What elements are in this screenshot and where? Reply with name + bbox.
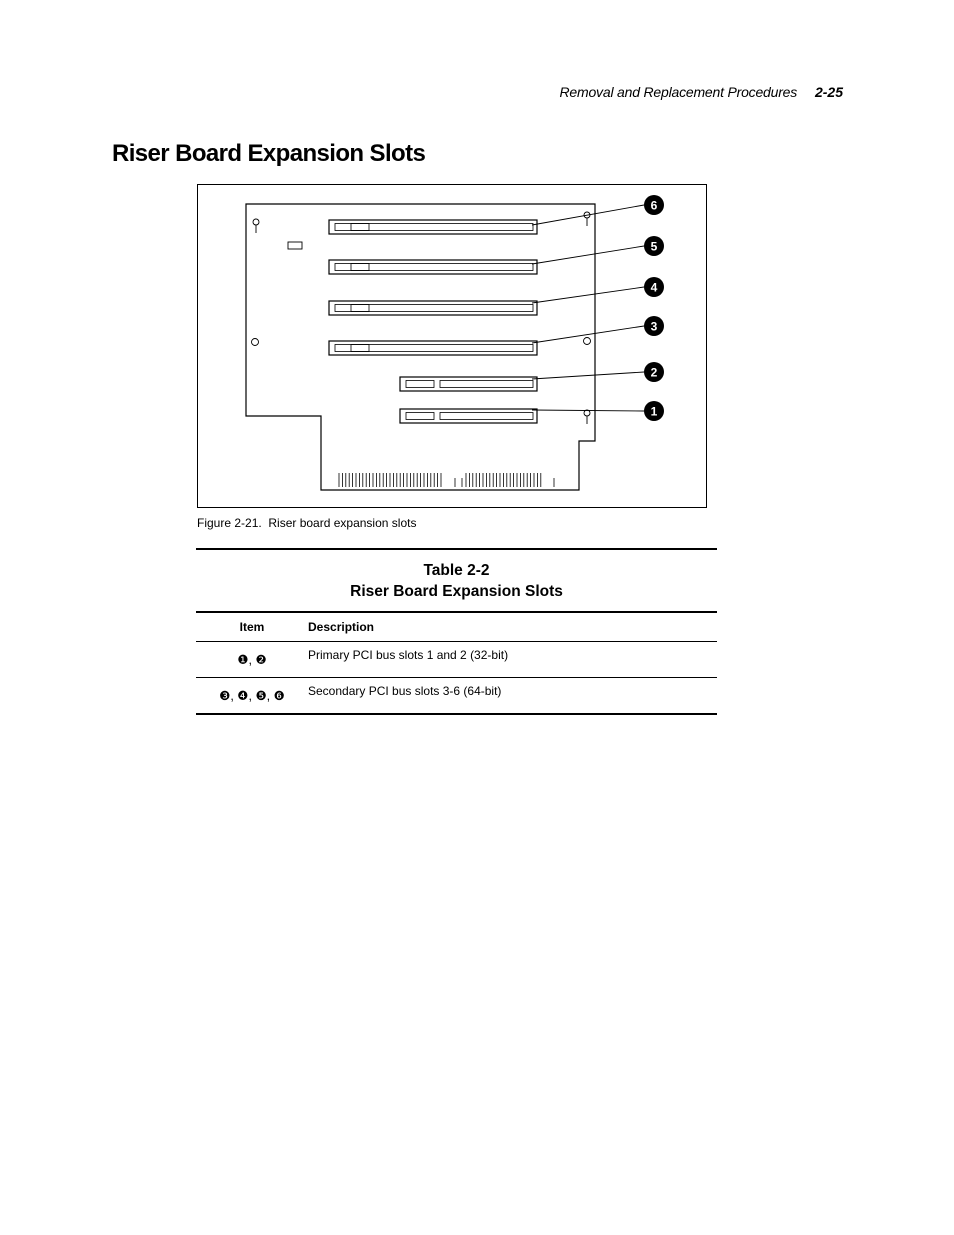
callout-5 [644, 236, 664, 256]
callout-6-label: 6 [650, 198, 658, 213]
callout-4-label: 4 [650, 280, 658, 295]
callout-5-label: 5 [650, 239, 658, 254]
item-callouts: ❸, ❹, ❺, ❻ [196, 678, 308, 715]
callout-1 [644, 401, 664, 421]
callout-1-label: 1 [650, 404, 658, 419]
table-row [196, 678, 717, 715]
figure-caption: Figure 2-21. Riser board expansion slots [197, 516, 417, 530]
column-header-description: Description [308, 613, 717, 642]
table-header-row [196, 613, 717, 642]
riser-board-outline [246, 204, 595, 490]
callout-3 [644, 316, 664, 336]
table-number: Table 2-2 [423, 562, 490, 579]
column-header-item: Item [196, 613, 308, 642]
running-header [560, 84, 843, 100]
callout-2-label: 2 [650, 365, 658, 380]
riser-board-diagram [198, 185, 708, 509]
item-callouts: ❶, ❷ [196, 642, 308, 678]
callout-2 [644, 362, 664, 382]
figure-frame [197, 184, 707, 508]
item-description: Secondary PCI bus slots 3-6 (64-bit) [308, 678, 717, 715]
table-row [196, 642, 717, 678]
callout-3-label: 3 [650, 319, 658, 334]
items-table [196, 613, 717, 715]
table-caption: Riser Board Expansion Slots [350, 583, 563, 600]
page-number: 2-25 [814, 84, 843, 100]
callout-6 [644, 195, 664, 215]
section-title: Riser Board Expansion Slots [112, 140, 426, 167]
item-description: Primary PCI bus slots 1 and 2 (32-bit) [308, 642, 717, 678]
table-title [196, 550, 717, 613]
running-header-title: Removal and Replacement Procedures [559, 84, 798, 100]
callout-4 [644, 277, 664, 297]
item-table [196, 548, 717, 715]
